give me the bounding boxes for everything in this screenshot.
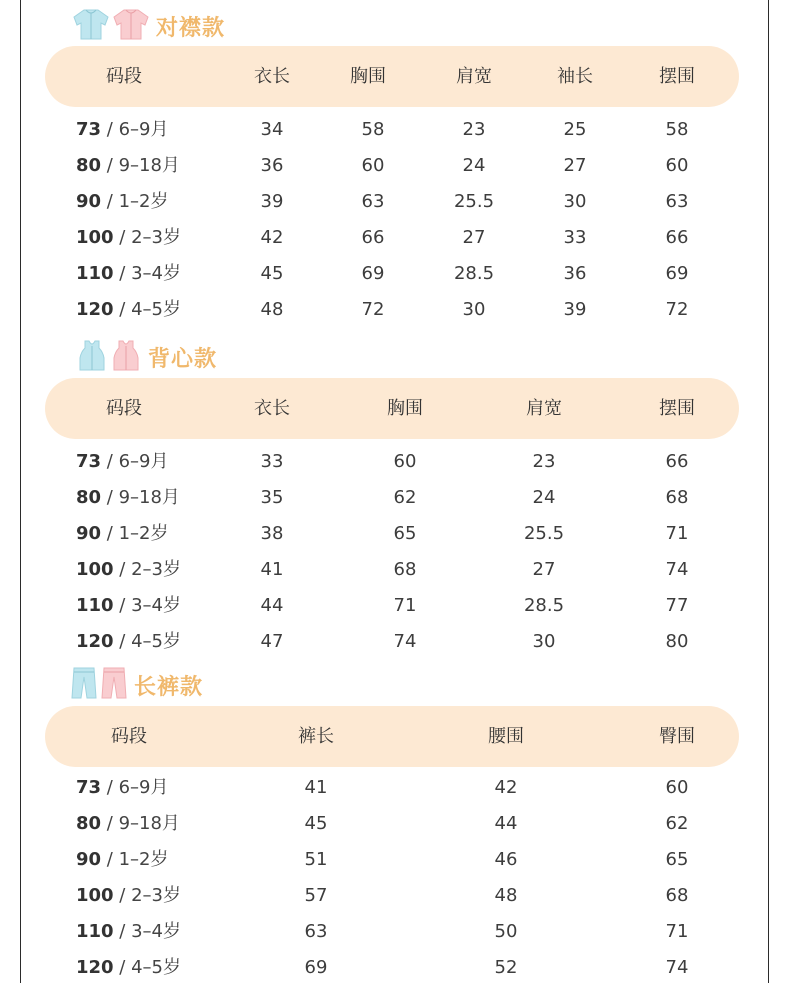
table-cell: 66 bbox=[665, 451, 689, 472]
table-cell: 71 bbox=[393, 595, 417, 616]
table-cell: 46 bbox=[494, 849, 518, 870]
table-cell: 57 bbox=[304, 885, 328, 906]
table-cell: 39 bbox=[260, 191, 284, 212]
table-cell: 36 bbox=[260, 155, 284, 176]
table-row bbox=[0, 770, 790, 806]
table-cell: 60 bbox=[665, 155, 689, 176]
table-row bbox=[0, 588, 790, 624]
size-cell bbox=[76, 914, 181, 950]
table-cell: 60 bbox=[665, 777, 689, 798]
table-row bbox=[0, 914, 790, 950]
table-cell: 63 bbox=[665, 191, 689, 212]
section-title-pants bbox=[70, 665, 203, 705]
table-cell: 66 bbox=[665, 227, 689, 248]
size-cell bbox=[76, 624, 181, 660]
size-cell bbox=[76, 112, 168, 148]
table-cell: 42 bbox=[494, 777, 518, 798]
header-pants-length: 裤长 bbox=[298, 726, 334, 747]
table-cell: 68 bbox=[665, 487, 689, 508]
table-row bbox=[0, 516, 790, 552]
table-cell: 30 bbox=[563, 191, 587, 212]
table-row bbox=[0, 292, 790, 328]
size-cell bbox=[76, 516, 168, 552]
table-row bbox=[0, 148, 790, 184]
size-number: 90 bbox=[76, 523, 102, 544]
size-number: 90 bbox=[76, 849, 102, 870]
size-number: 73 bbox=[76, 451, 102, 472]
table-row bbox=[0, 624, 790, 660]
size-number: 110 bbox=[76, 263, 114, 284]
cardigan-pink-icon bbox=[112, 7, 150, 45]
size-age-range: / 1–2岁 bbox=[101, 849, 169, 870]
size-age-range: / 9–18月 bbox=[101, 155, 180, 176]
size-age-range: / 1–2岁 bbox=[101, 523, 169, 544]
size-cell bbox=[76, 588, 181, 624]
table-cell: 23 bbox=[532, 451, 556, 472]
table-cell: 47 bbox=[260, 631, 284, 652]
table-cell: 60 bbox=[393, 451, 417, 472]
header-length: 衣长 bbox=[254, 66, 290, 87]
size-cell bbox=[76, 552, 181, 588]
table-cell: 72 bbox=[361, 299, 385, 320]
table-cell: 48 bbox=[260, 299, 284, 320]
table-cell: 27 bbox=[532, 559, 556, 580]
table-cell: 45 bbox=[304, 813, 328, 834]
size-cell bbox=[76, 184, 168, 220]
size-number: 100 bbox=[76, 559, 114, 580]
size-number: 73 bbox=[76, 119, 102, 140]
header-shoulder: 肩宽 bbox=[526, 398, 562, 419]
table-cell: 50 bbox=[494, 921, 518, 942]
size-cell bbox=[76, 770, 168, 806]
size-number: 80 bbox=[76, 487, 102, 508]
table-cell: 23 bbox=[462, 119, 486, 140]
table-cell: 58 bbox=[361, 119, 385, 140]
size-cell bbox=[76, 950, 181, 986]
size-age-range: / 4–5岁 bbox=[113, 631, 181, 652]
header-hem: 摆围 bbox=[659, 398, 695, 419]
size-cell bbox=[76, 806, 180, 842]
table-cell: 38 bbox=[260, 523, 284, 544]
header-hem: 摆围 bbox=[659, 66, 695, 87]
size-age-range: / 3–4岁 bbox=[113, 595, 181, 616]
table-cell: 39 bbox=[563, 299, 587, 320]
header-shoulder: 肩宽 bbox=[456, 66, 492, 87]
table-cell: 34 bbox=[260, 119, 284, 140]
table-cell: 51 bbox=[304, 849, 328, 870]
table-cell: 36 bbox=[563, 263, 587, 284]
vest-blue-icon bbox=[76, 338, 108, 376]
size-number: 110 bbox=[76, 595, 114, 616]
table-cell: 28.5 bbox=[523, 595, 565, 616]
table-cell: 71 bbox=[665, 523, 689, 544]
section-title-cardigan bbox=[72, 6, 225, 46]
table-cell: 48 bbox=[494, 885, 518, 906]
table-row bbox=[0, 842, 790, 878]
table-cell: 63 bbox=[361, 191, 385, 212]
size-number: 90 bbox=[76, 191, 102, 212]
table-cell: 72 bbox=[665, 299, 689, 320]
table-row bbox=[0, 878, 790, 914]
size-age-range: / 9–18月 bbox=[101, 813, 180, 834]
table-cell: 44 bbox=[494, 813, 518, 834]
size-cell bbox=[76, 220, 181, 256]
section-title-text: 长裤款 bbox=[134, 674, 204, 700]
size-age-range: / 9–18月 bbox=[101, 487, 180, 508]
table-cell: 25 bbox=[563, 119, 587, 140]
table-cell: 65 bbox=[393, 523, 417, 544]
table-cell: 24 bbox=[532, 487, 556, 508]
table-header-vest bbox=[45, 378, 739, 439]
table-row bbox=[0, 112, 790, 148]
table-cell: 80 bbox=[665, 631, 689, 652]
size-number: 80 bbox=[76, 155, 102, 176]
size-number: 73 bbox=[76, 777, 102, 798]
cardigan-blue-icon bbox=[72, 7, 110, 45]
table-cell: 45 bbox=[260, 263, 284, 284]
size-age-range: / 6–9月 bbox=[101, 451, 169, 472]
table-cell: 35 bbox=[260, 487, 284, 508]
table-cell: 27 bbox=[563, 155, 587, 176]
size-age-range: / 2–3岁 bbox=[113, 559, 181, 580]
header-hip: 臀围 bbox=[659, 726, 695, 747]
header-size: 码段 bbox=[111, 726, 147, 747]
table-cell: 41 bbox=[304, 777, 328, 798]
table-cell: 74 bbox=[665, 559, 689, 580]
table-cell: 42 bbox=[260, 227, 284, 248]
table-cell: 69 bbox=[361, 263, 385, 284]
table-cell: 33 bbox=[563, 227, 587, 248]
table-row bbox=[0, 480, 790, 516]
table-cell: 74 bbox=[393, 631, 417, 652]
table-row bbox=[0, 220, 790, 256]
table-row bbox=[0, 950, 790, 986]
size-cell bbox=[76, 292, 181, 328]
table-cell: 69 bbox=[304, 957, 328, 978]
table-row bbox=[0, 552, 790, 588]
size-number: 100 bbox=[76, 227, 114, 248]
size-cell bbox=[76, 842, 168, 878]
section-title-text: 对襟款 bbox=[156, 15, 226, 41]
table-cell: 68 bbox=[393, 559, 417, 580]
size-cell bbox=[76, 878, 181, 914]
size-age-range: / 3–4岁 bbox=[113, 921, 181, 942]
table-cell: 25.5 bbox=[453, 191, 495, 212]
vest-pink-icon bbox=[110, 338, 142, 376]
table-cell: 24 bbox=[462, 155, 486, 176]
size-cell bbox=[76, 256, 181, 292]
table-cell: 58 bbox=[665, 119, 689, 140]
table-header-pants bbox=[45, 706, 739, 767]
table-header-cardigan bbox=[45, 46, 739, 107]
table-cell: 69 bbox=[665, 263, 689, 284]
size-number: 100 bbox=[76, 885, 114, 906]
size-age-range: / 6–9月 bbox=[101, 777, 169, 798]
table-row bbox=[0, 184, 790, 220]
table-cell: 41 bbox=[260, 559, 284, 580]
table-cell: 68 bbox=[665, 885, 689, 906]
section-title-text: 背心款 bbox=[148, 346, 218, 372]
size-number: 120 bbox=[76, 631, 114, 652]
size-age-range: / 3–4岁 bbox=[113, 263, 181, 284]
table-cell: 33 bbox=[260, 451, 284, 472]
table-cell: 63 bbox=[304, 921, 328, 942]
size-cell bbox=[76, 148, 180, 184]
header-size: 码段 bbox=[106, 398, 142, 419]
header-chest: 胸围 bbox=[350, 66, 386, 87]
size-age-range: / 1–2岁 bbox=[101, 191, 169, 212]
pants-pink-icon bbox=[100, 665, 128, 705]
pants-blue-icon bbox=[70, 665, 98, 705]
size-number: 120 bbox=[76, 957, 114, 978]
size-age-range: / 2–3岁 bbox=[113, 227, 181, 248]
size-age-range: / 4–5岁 bbox=[113, 957, 181, 978]
table-cell: 25.5 bbox=[523, 523, 565, 544]
table-cell: 66 bbox=[361, 227, 385, 248]
size-number: 80 bbox=[76, 813, 102, 834]
header-length: 衣长 bbox=[254, 398, 290, 419]
size-number: 120 bbox=[76, 299, 114, 320]
table-cell: 71 bbox=[665, 921, 689, 942]
table-cell: 62 bbox=[393, 487, 417, 508]
table-row bbox=[0, 806, 790, 842]
header-sleeve: 袖长 bbox=[557, 66, 593, 87]
table-cell: 60 bbox=[361, 155, 385, 176]
section-title-vest bbox=[76, 337, 217, 377]
header-waist: 腰围 bbox=[488, 726, 524, 747]
size-cell bbox=[76, 444, 168, 480]
header-chest: 胸围 bbox=[387, 398, 423, 419]
table-cell: 52 bbox=[494, 957, 518, 978]
table-row bbox=[0, 444, 790, 480]
table-cell: 30 bbox=[532, 631, 556, 652]
size-age-range: / 6–9月 bbox=[101, 119, 169, 140]
size-age-range: / 4–5岁 bbox=[113, 299, 181, 320]
table-cell: 77 bbox=[665, 595, 689, 616]
size-number: 110 bbox=[76, 921, 114, 942]
table-cell: 27 bbox=[462, 227, 486, 248]
table-row bbox=[0, 256, 790, 292]
table-cell: 74 bbox=[665, 957, 689, 978]
table-cell: 28.5 bbox=[453, 263, 495, 284]
table-cell: 65 bbox=[665, 849, 689, 870]
size-age-range: / 2–3岁 bbox=[113, 885, 181, 906]
table-cell: 62 bbox=[665, 813, 689, 834]
table-cell: 44 bbox=[260, 595, 284, 616]
table-cell: 30 bbox=[462, 299, 486, 320]
header-size: 码段 bbox=[106, 66, 142, 87]
size-cell bbox=[76, 480, 180, 516]
